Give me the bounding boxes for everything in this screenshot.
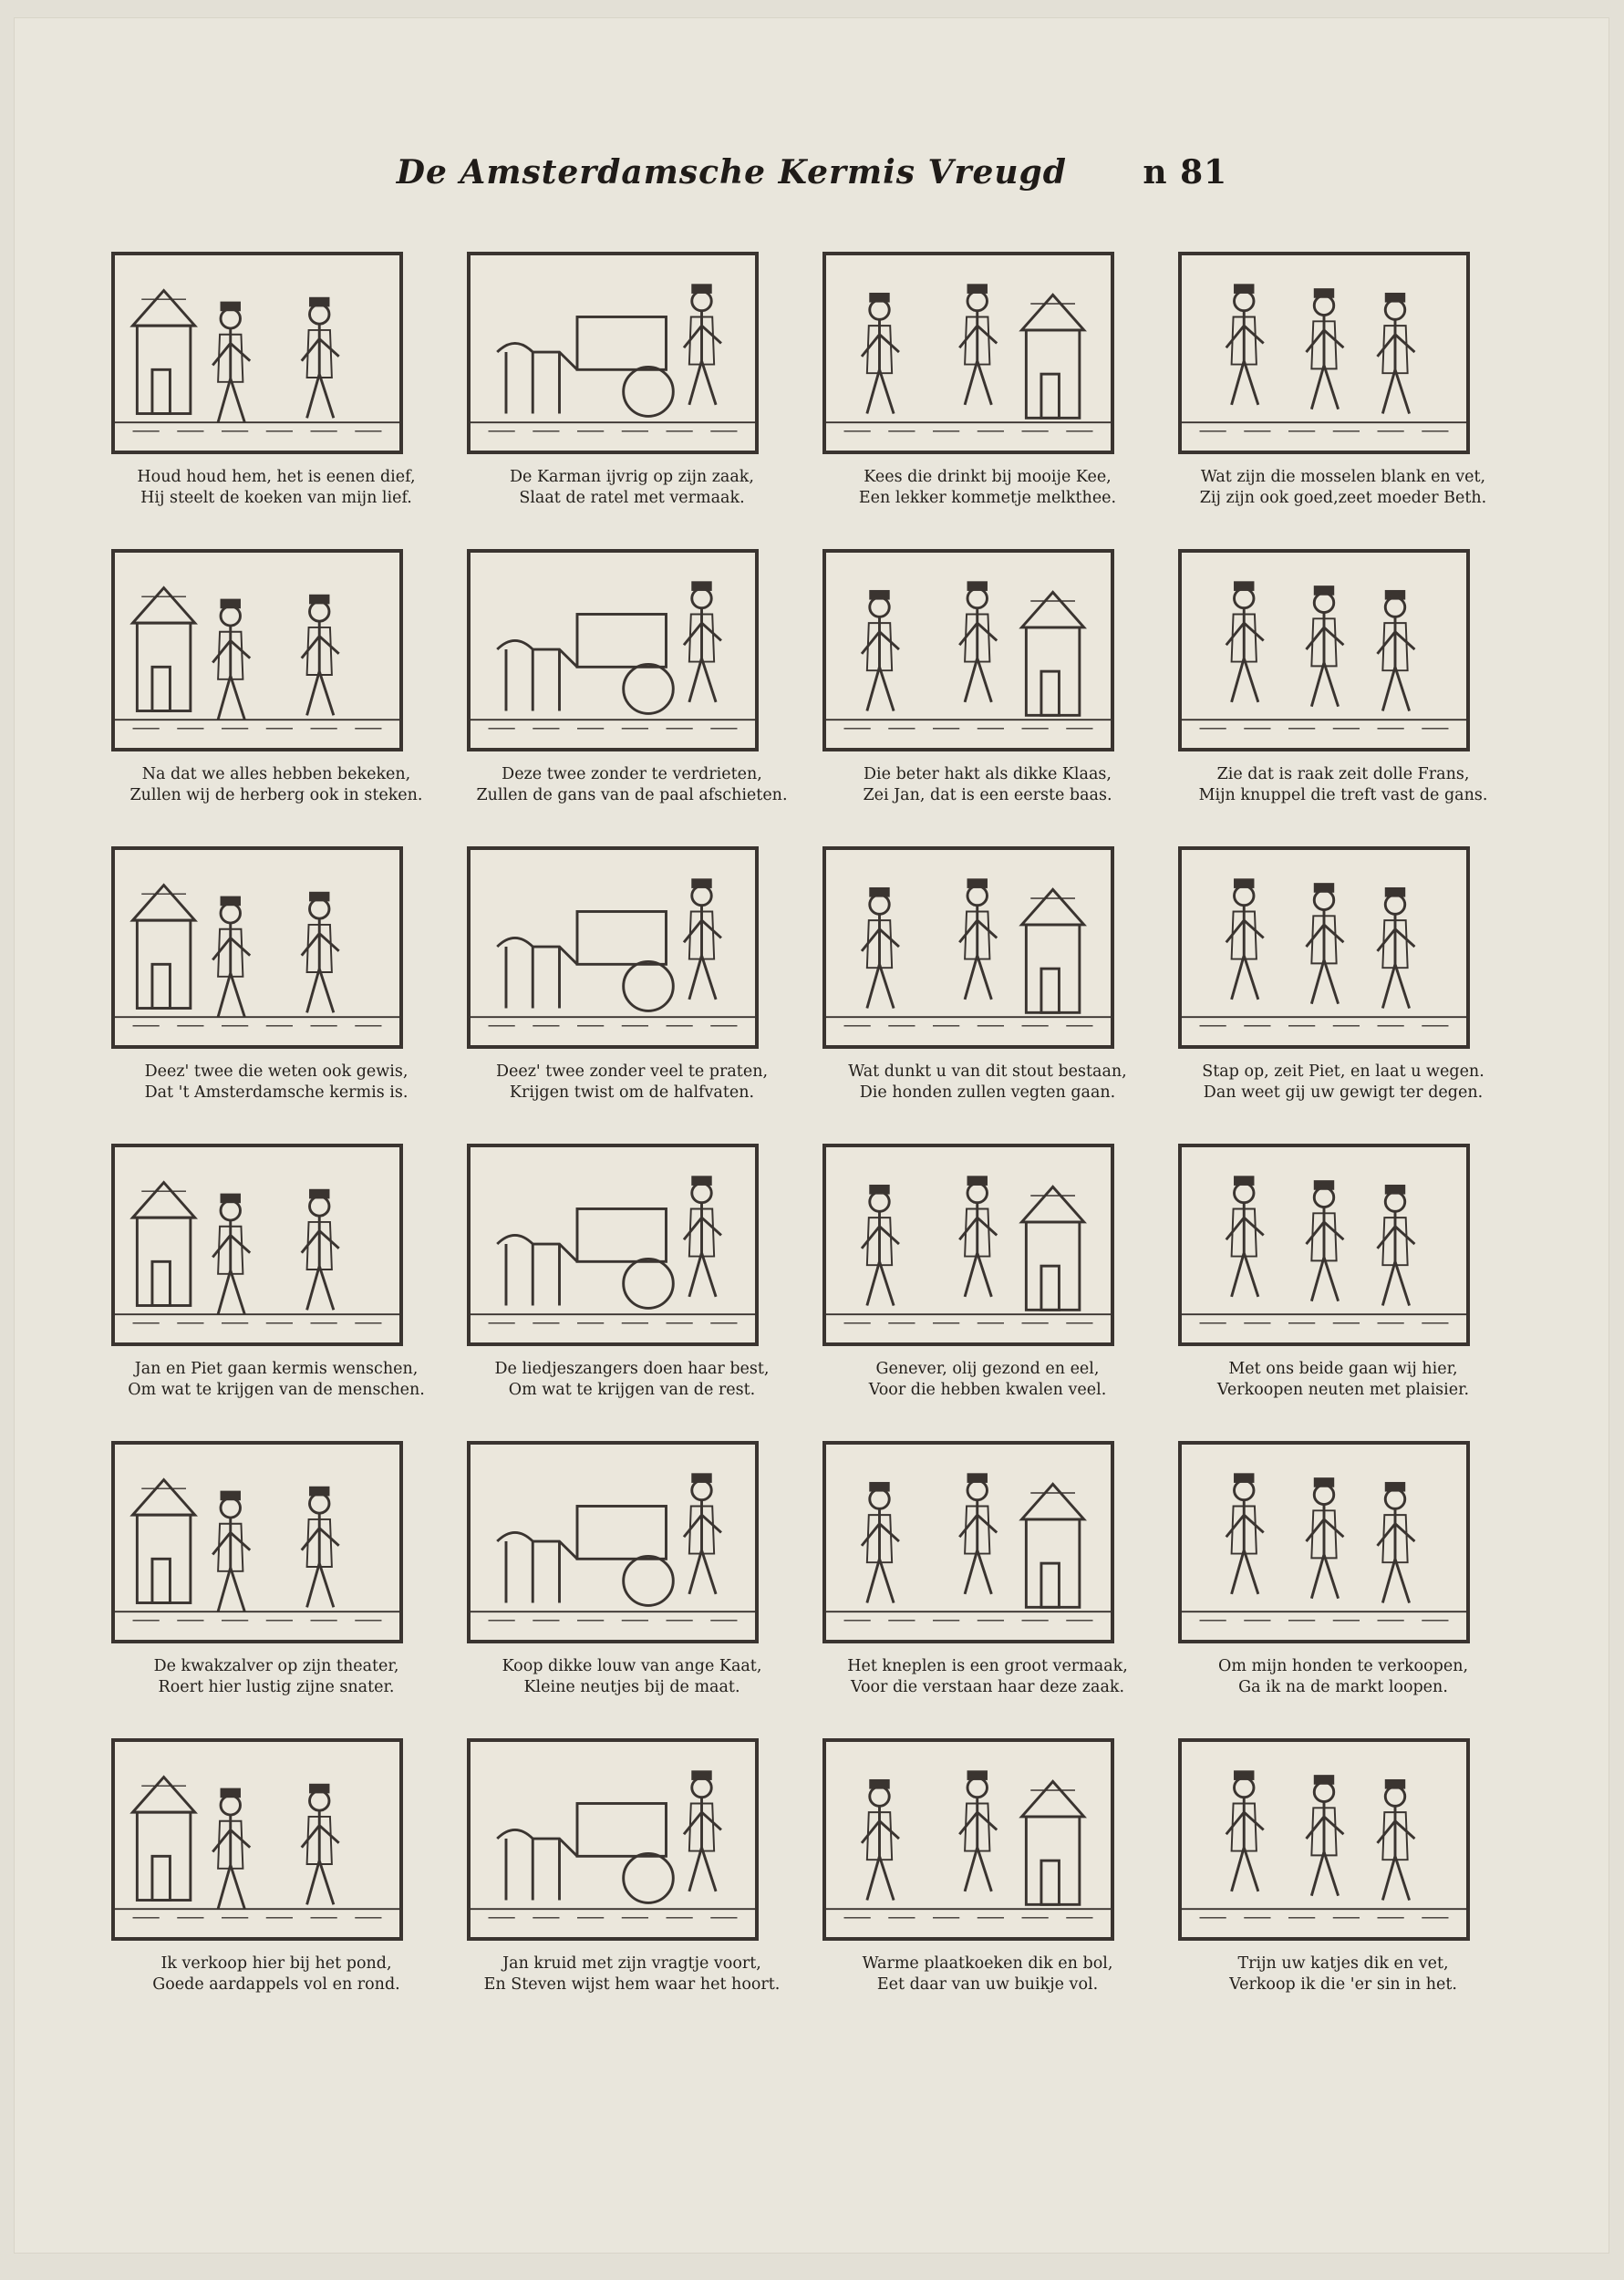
woodcut-illustration — [467, 252, 759, 454]
rhyme-line-2: Zullen de gans van de paal afschieten. — [476, 786, 788, 804]
rhyme-caption — [108, 467, 445, 509]
woodcut-illustration — [467, 1738, 759, 1941]
rhyme-line-2: Die honden zullen vegten gaan. — [859, 1083, 1116, 1102]
rhyme-caption — [463, 764, 801, 806]
rhyme-caption — [1174, 467, 1512, 509]
rhyme-line-2: Mijn knuppel die treft vast de gans. — [1198, 786, 1488, 804]
woodcut-illustration — [822, 1738, 1114, 1941]
rhyme-line-1: Trijn uw katjes dik en vet, — [1237, 1954, 1449, 1973]
woodcut-illustration — [1178, 252, 1470, 454]
rhyme-caption — [819, 1359, 1156, 1401]
rhyme-line-1: Warme plaatkoeken dik en bol, — [862, 1954, 1113, 1973]
woodcut-illustration — [822, 549, 1114, 751]
rhyme-line-1: Met ons beide gaan wij hier, — [1228, 1360, 1458, 1378]
woodcut-illustration — [822, 846, 1114, 1049]
rhyme-caption — [108, 1954, 445, 1995]
rhyme-line-1: Het kneplen is een groot vermaak, — [847, 1657, 1128, 1675]
rhyme-line-2: Verkoop ik die 'er sin in het. — [1229, 1975, 1457, 1994]
rhyme-line-1: Wat dunkt u van dit stout bestaan, — [848, 1062, 1127, 1081]
rhyme-line-2: Voor die hebben kwalen veel. — [868, 1381, 1107, 1399]
rhyme-line-1: Zie dat is raak zeit dolle Frans, — [1216, 765, 1470, 783]
woodcut-panel — [1169, 246, 1525, 544]
woodcut-panel — [102, 1138, 458, 1435]
rhyme-line-1: De kwakzalver op zijn theater, — [153, 1657, 399, 1675]
woodcut-illustration — [822, 1144, 1114, 1346]
woodcut-panel — [813, 246, 1169, 544]
woodcut-panel — [813, 1435, 1169, 1733]
rhyme-line-2: Om wat te krijgen van de rest. — [508, 1381, 756, 1399]
rhyme-caption — [1174, 1359, 1512, 1401]
woodcut-panel — [1169, 544, 1525, 841]
woodcut-panel — [102, 1733, 458, 2030]
woodcut-illustration — [1178, 846, 1470, 1049]
woodcut-illustration — [467, 846, 759, 1049]
rhyme-line-1: Deez' twee die weten ook gewis, — [144, 1062, 409, 1081]
woodcut-illustration — [467, 1441, 759, 1643]
rhyme-caption — [463, 1656, 801, 1698]
rhyme-caption — [463, 1954, 801, 1995]
rhyme-line-1: Jan en Piet gaan kermis wenschen, — [134, 1360, 419, 1378]
woodcut-panel — [1169, 1435, 1525, 1733]
rhyme-line-2: Krijgen twist om de halfvaten. — [509, 1083, 755, 1102]
rhyme-line-1: Ik verkoop hier bij het pond, — [160, 1954, 392, 1973]
rhyme-caption — [463, 1062, 801, 1104]
rhyme-line-1: Die beter hakt als dikke Klaas, — [864, 765, 1112, 783]
title-text: De Amsterdamsche Kermis Vreugd — [396, 153, 1067, 192]
woodcut-illustration — [1178, 1144, 1470, 1346]
rhyme-caption — [108, 1062, 445, 1104]
rhyme-line-2: Zullen wij de herberg ook in steken. — [129, 786, 423, 804]
rhyme-line-1: De liedjeszangers doen haar best, — [494, 1360, 770, 1378]
rhyme-line-1: Genever, olij gezond en eel, — [875, 1360, 1100, 1378]
woodcut-panel — [458, 1138, 813, 1435]
woodcut-illustration — [111, 1738, 403, 1941]
woodcut-illustration — [111, 549, 403, 751]
woodcut-panel — [458, 246, 813, 544]
woodcut-illustration — [467, 1144, 759, 1346]
rhyme-line-2: Zei Jan, dat is een eerste baas. — [863, 786, 1112, 804]
rhyme-caption — [463, 1359, 801, 1401]
woodcut-panel — [458, 1435, 813, 1733]
woodcut-panel — [458, 544, 813, 841]
woodcut-illustration — [1178, 1441, 1470, 1643]
rhyme-line-2: Verkoopen neuten met plaisier. — [1216, 1381, 1470, 1399]
rhyme-line-1: Houd houd hem, het is eenen dief, — [137, 468, 416, 486]
rhyme-line-2: Om wat te krijgen van de menschen. — [128, 1381, 425, 1399]
woodcut-illustration — [111, 252, 403, 454]
rhyme-line-2: Slaat de ratel met vermaak. — [519, 489, 745, 507]
rhyme-caption — [1174, 1656, 1512, 1698]
rhyme-line-2: En Steven wijst hem waar het hoort. — [483, 1975, 781, 1994]
sheet-number: n 81 — [1143, 153, 1228, 192]
rhyme-caption — [108, 764, 445, 806]
rhyme-line-2: Voor die verstaan haar deze zaak. — [850, 1678, 1125, 1696]
rhyme-line-2: Zij zijn ook goed,zeet moeder Beth. — [1199, 489, 1487, 507]
woodcut-illustration — [822, 252, 1114, 454]
rhyme-line-1: Jan kruid met zijn vragtje voort, — [502, 1954, 761, 1973]
woodcut-illustration — [1178, 1738, 1470, 1941]
rhyme-line-1: De Karman ijvrig op zijn zaak, — [510, 468, 754, 486]
woodcut-panel — [458, 1733, 813, 2030]
rhyme-line-1: Kees die drinkt bij mooije Kee, — [864, 468, 1112, 486]
rhyme-line-2: Ga ik na de markt loopen. — [1238, 1678, 1448, 1696]
rhyme-line-2: Kleine neutjes bij de maat. — [523, 1678, 740, 1696]
rhyme-caption — [819, 1656, 1156, 1698]
rhyme-caption — [1174, 1954, 1512, 1995]
rhyme-caption — [819, 1954, 1156, 1995]
rhyme-line-1: Wat zijn die mosselen blank en vet, — [1200, 468, 1486, 486]
rhyme-line-2: Een lekker kommetje melkthee. — [858, 489, 1117, 507]
rhyme-line-1: Om mijn honden te verkoopen, — [1217, 1657, 1469, 1675]
rhyme-caption — [819, 467, 1156, 509]
sheet-title — [0, 153, 1624, 192]
rhyme-line-1: Na dat we alles hebben bekeken, — [141, 765, 411, 783]
woodcut-panel — [458, 841, 813, 1138]
woodcut-panel — [102, 841, 458, 1138]
rhyme-line-2: Eet daar van uw buikje vol. — [876, 1975, 1099, 1994]
rhyme-caption — [463, 467, 801, 509]
woodcut-panel — [813, 841, 1169, 1138]
rhyme-line-1: Stap op, zeit Piet, en laat u wegen. — [1202, 1062, 1484, 1081]
woodcut-panel — [1169, 1138, 1525, 1435]
rhyme-line-2: Dat 't Amsterdamsche kermis is. — [144, 1083, 409, 1102]
woodcut-panel — [813, 1138, 1169, 1435]
woodcut-illustration — [111, 1441, 403, 1643]
rhyme-line-1: Deez' twee zonder veel te praten, — [495, 1062, 769, 1081]
woodcut-panel — [813, 1733, 1169, 2030]
rhyme-caption — [1174, 764, 1512, 806]
rhyme-line-1: Koop dikke louw van ange Kaat, — [502, 1657, 762, 1675]
woodcut-illustration — [822, 1441, 1114, 1643]
rhyme-caption — [108, 1359, 445, 1401]
rhyme-line-2: Hij steelt de koeken van mijn lief. — [140, 489, 412, 507]
woodcut-panel — [1169, 841, 1525, 1138]
woodcut-panel — [1169, 1733, 1525, 2030]
rhyme-line-2: Roert hier lustig zijne snater. — [158, 1678, 395, 1696]
rhyme-line-2: Goede aardappels vol en rond. — [152, 1975, 400, 1994]
woodcut-grid — [102, 246, 1525, 2034]
woodcut-illustration — [467, 549, 759, 751]
woodcut-panel — [813, 544, 1169, 841]
rhyme-caption — [1174, 1062, 1512, 1104]
woodcut-illustration — [111, 846, 403, 1049]
rhyme-caption — [819, 1062, 1156, 1104]
woodcut-illustration — [1178, 549, 1470, 751]
rhyme-caption — [108, 1656, 445, 1698]
rhyme-caption — [819, 764, 1156, 806]
woodcut-panel — [102, 544, 458, 841]
woodcut-panel — [102, 246, 458, 544]
rhyme-line-2: Dan weet gij uw gewigt ter degen. — [1203, 1083, 1484, 1102]
woodcut-illustration — [111, 1144, 403, 1346]
rhyme-line-1: Deze twee zonder te verdrieten, — [502, 765, 762, 783]
woodcut-panel — [102, 1435, 458, 1733]
